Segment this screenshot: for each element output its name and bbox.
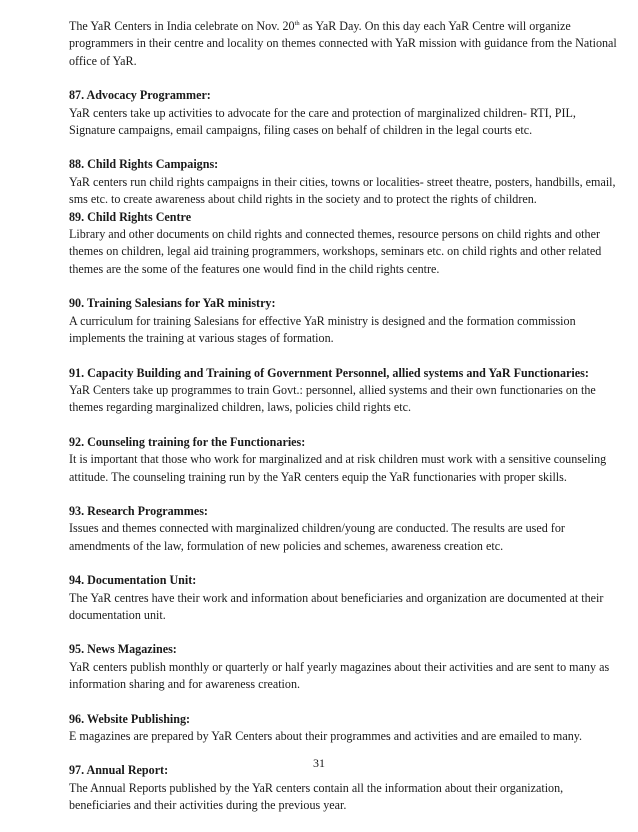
section-body: YaR centers publish monthly or quarterly or half yearly magazines about their activities and are sent to many as information sharing and for awareness creation. bbox=[69, 659, 610, 692]
section-heading: 88. Child Rights Campaigns: bbox=[69, 157, 219, 172]
page-number: 31 bbox=[313, 756, 325, 770]
section-heading: 90. Training Salesians for YaR ministry: bbox=[69, 296, 276, 311]
intro-superscript: th bbox=[294, 19, 300, 27]
section-89 bbox=[69, 209, 617, 279]
section-96 bbox=[69, 711, 617, 746]
section-94 bbox=[69, 572, 617, 624]
intro-paragraph bbox=[69, 18, 617, 70]
section-92 bbox=[69, 434, 617, 486]
section-heading: 92. Counseling training for the Functionaries: bbox=[69, 434, 306, 449]
section-heading: 94. Documentation Unit: bbox=[69, 573, 197, 588]
section-body: YaR Centers take up programmes to train Govt.: personnel, allied systems and their own functionaries on the themes regarding marginalized children, laws, policies child rights etc. bbox=[69, 382, 596, 415]
section-body: A curriculum for training Salesians for effective YaR ministry is designed and the formation commission implements the training at various stages of formation. bbox=[69, 313, 576, 346]
intro-text-end: as YaR Day. On this day each YaR Centre will organize programmers in their centre and locality on themes connected with YaR mission with guidance from the National office of YaR. bbox=[69, 19, 617, 68]
document-page bbox=[69, 18, 617, 832]
section-93 bbox=[69, 503, 617, 555]
section-heading: 91. Capacity Building and Training of Government Personnel, allied systems and YaR Functionaries: bbox=[69, 365, 589, 380]
section-88 bbox=[69, 156, 617, 208]
section-heading: 89. Child Rights Centre bbox=[69, 209, 192, 224]
section-heading: 87. Advocacy Programmer: bbox=[69, 88, 211, 103]
section-heading: 97. Annual Report: bbox=[69, 763, 169, 778]
section-body: Library and other documents on child rights and connected themes, resource persons on child rights and other themes on children, legal aid training programmers, workshops, seminars etc. on child rights and other related themes are the some of the features one would find in the child rights centre. bbox=[69, 227, 602, 276]
section-87 bbox=[69, 87, 617, 139]
intro-text-start: The YaR Centers in India celebrate on Nov. 20 bbox=[69, 19, 295, 33]
section-heading: 96. Website Publishing: bbox=[69, 711, 191, 726]
section-body: The YaR centres have their work and information about beneficiaries and organization are documented at their documentation unit. bbox=[69, 590, 604, 622]
section-body: YaR centers run child rights campaigns in their cities, towns or localities- street theatre, posters, handbills, email, sms etc. to create awareness about child rights in the society and to protect the rights of children. bbox=[69, 174, 616, 207]
section-90 bbox=[69, 295, 617, 347]
section-body: E magazines are prepared by YaR Centers about their programmes and activities and are emailed to many. bbox=[69, 729, 583, 743]
section-95 bbox=[69, 641, 617, 693]
section-heading: 95. News Magazines: bbox=[69, 642, 177, 657]
section-heading: 93. Research Programmes: bbox=[69, 503, 208, 518]
section-body: The Annual Reports published by the YaR centers contain all the information about their organization, beneficiaries and their activities during the previous year. bbox=[69, 780, 564, 813]
section-body: It is important that those who work for marginalized and at risk children must work with a sensitive counseling attitude. The counseling training run by the YaR centers equip the YaR functionaries with proper skills. bbox=[69, 452, 607, 484]
section-body: YaR centers take up activities to advocate for the care and protection of marginalized children- RTI, PIL, Signature campaigns, email campaigns, filing cases on behalf of children in the legal courts etc. bbox=[69, 105, 576, 138]
section-91 bbox=[69, 365, 617, 417]
section-body: Issues and themes connected with marginalized children/young are conducted. The results are used for amendments of the law, formulation of new policies and schemes, awareness creation etc. bbox=[69, 521, 565, 553]
